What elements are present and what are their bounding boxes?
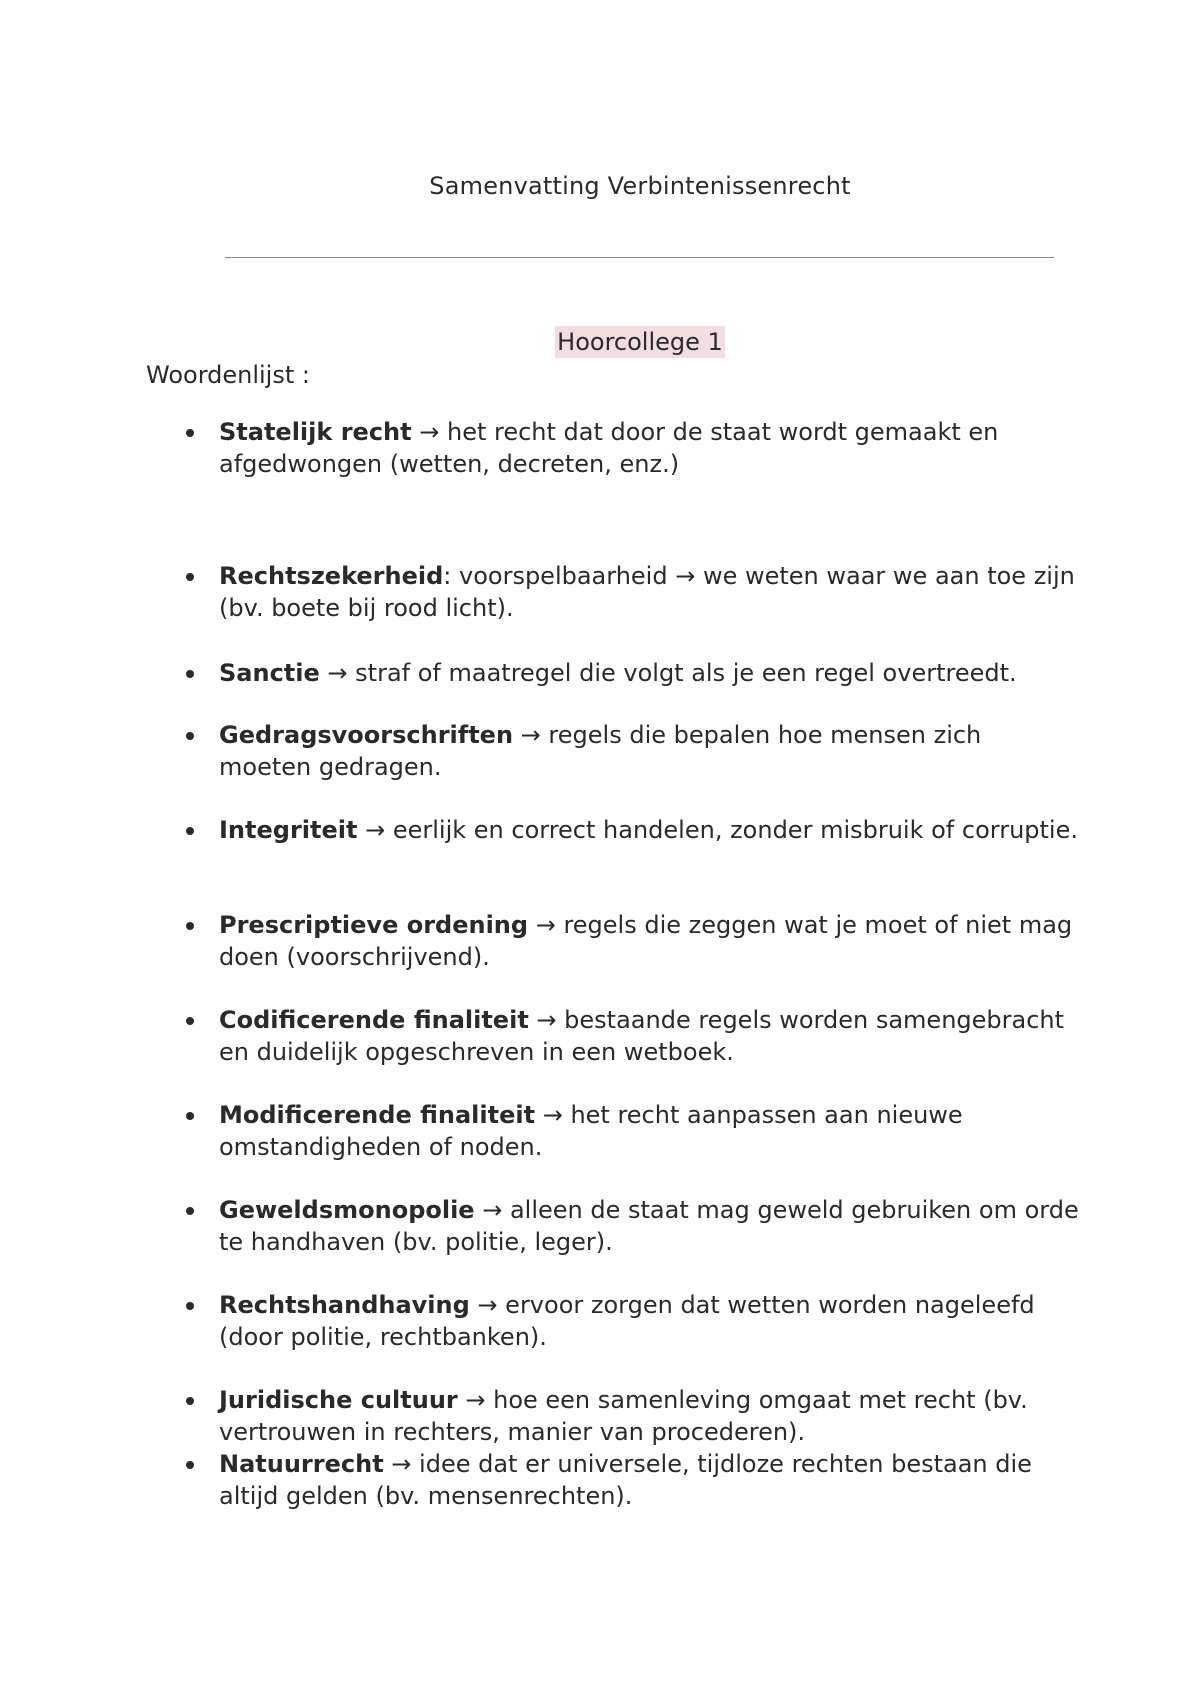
glossary-term: Natuurrecht — [219, 1450, 384, 1478]
glossary-separator: → — [319, 659, 356, 687]
glossary-item — [219, 1448, 1079, 1512]
glossary-definition: bestaande regels worden samengebracht en duidelijk opgeschreven in een wetboek. — [219, 1006, 1065, 1066]
title-divider — [225, 257, 1054, 258]
glossary-definition: idee dat er universele, tijdloze rechten bestaan die altijd gelden (bv. mensenrechten). — [219, 1450, 1032, 1510]
glossary-definition: voorspelbaarheid → we weten waar we aan toe zijn (bv. boete bij rood licht). — [219, 562, 1075, 622]
glossary-item — [219, 1289, 1079, 1353]
glossary-separator: → — [535, 1101, 571, 1129]
glossary-item — [219, 814, 1079, 846]
glossary-definition: regels die bepalen hoe mensen zich moeten gedragen. — [219, 721, 982, 781]
glossary-term: Gedragsvoorschriften — [219, 721, 514, 749]
document-title: Samenvatting Verbintenissenrecht — [429, 172, 851, 200]
glossary-separator: → — [474, 1196, 510, 1224]
glossary-definition: het recht dat door de staat wordt gemaakt en afgedwongen (wetten, decreten, enz.) — [219, 418, 999, 478]
glossary-separator: → — [457, 1386, 494, 1414]
glossary-item — [219, 909, 1079, 973]
glossary-separator: → — [513, 721, 549, 749]
glossary-label: Woordenlijst : — [146, 361, 310, 389]
glossary-term: Modificerende finaliteit — [219, 1101, 536, 1129]
glossary-definition: alleen de staat mag geweld gebruiken om orde te handhaven (bv. politie, leger). — [219, 1196, 1079, 1256]
glossary-separator: → — [528, 1006, 565, 1034]
glossary-separator: → — [528, 911, 564, 939]
glossary-item — [219, 657, 1079, 689]
glossary-item — [219, 719, 1079, 783]
glossary-term: Prescriptieve ordening — [219, 911, 529, 939]
glossary-term: Rechtshandhaving — [219, 1291, 470, 1319]
glossary-definition: hoe een samenleving omgaat met recht (bv. vertrouwen in rechters, manier van procederen). — [219, 1386, 1028, 1446]
glossary-term: Statelijk recht — [219, 418, 412, 446]
glossary-item — [219, 1384, 1079, 1448]
glossary-separator: → — [357, 816, 393, 844]
glossary-term: Geweldsmonopolie — [219, 1196, 475, 1224]
glossary-definition: straf of maatregel die volgt als je een regel overtreedt. — [355, 659, 1017, 687]
glossary-item — [219, 1099, 1079, 1163]
glossary-separator: → — [383, 1450, 420, 1478]
glossary-definition: ervoor zorgen dat wetten worden nageleefd (door politie, rechtbanken). — [219, 1291, 1035, 1351]
glossary-definition: regels die zeggen wat je moet of niet mag doen (voorschrijvend). — [219, 911, 1073, 971]
glossary-term: Sanctie — [219, 659, 320, 687]
section-heading — [0, 328, 1200, 356]
glossary-term: Codificerende finaliteit — [219, 1006, 529, 1034]
glossary-separator: → — [411, 418, 447, 446]
glossary-definition: het recht aanpassen aan nieuwe omstandigheden of noden. — [219, 1101, 963, 1161]
glossary-separator: → — [469, 1291, 506, 1319]
glossary-item — [219, 1004, 1079, 1068]
glossary-term: Juridische cultuur — [219, 1386, 458, 1414]
glossary-term: Integriteit — [219, 816, 358, 844]
glossary-item — [219, 560, 1079, 624]
glossary-separator: : — [443, 562, 459, 590]
section-heading-text: Hoorcollege 1 — [557, 328, 723, 356]
glossary-item — [219, 1194, 1079, 1258]
glossary-definition: eerlijk en correct handelen, zonder misbruik of corruptie. — [392, 816, 1078, 844]
glossary-item — [219, 416, 1079, 480]
glossary-term: Rechtszekerheid — [219, 562, 444, 590]
